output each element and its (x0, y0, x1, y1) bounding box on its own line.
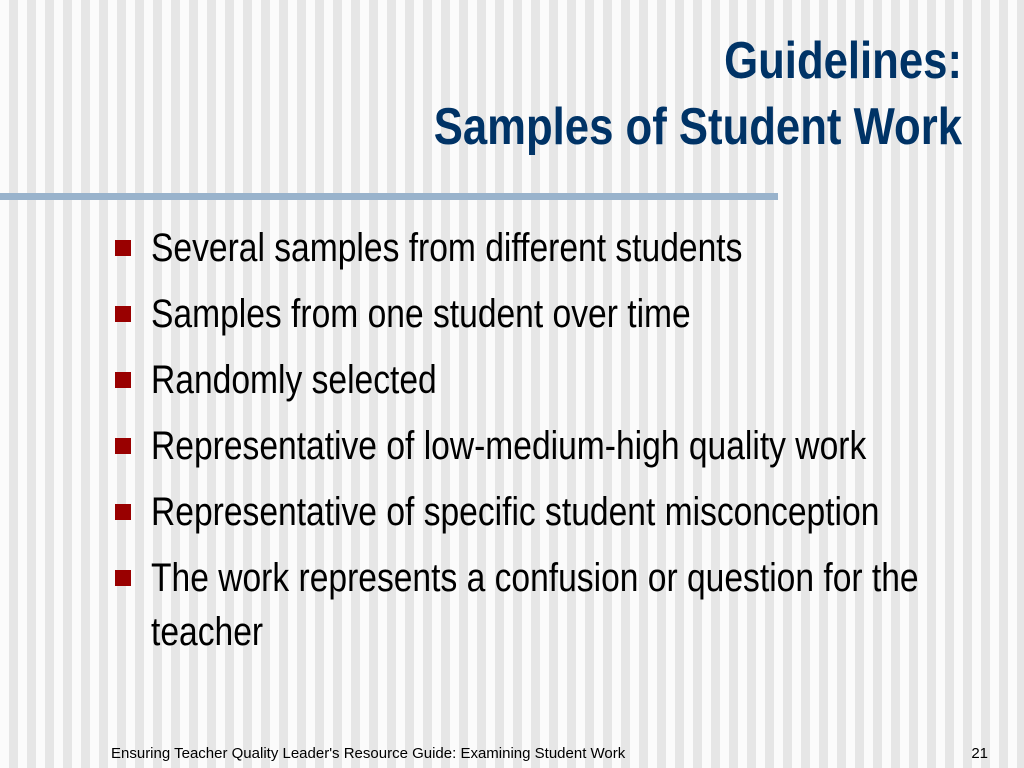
slide-title (206, 28, 962, 160)
bullet-text: Representative of specific student misconception (151, 490, 880, 534)
bullet-item (113, 419, 993, 473)
bullet-item (113, 287, 993, 341)
square-bullet-icon (115, 504, 131, 520)
bullet-list (113, 221, 993, 671)
bullet-item (113, 353, 993, 407)
bullet-text: The work represents a confusion or question for the teacher (151, 556, 919, 654)
title-line-1: Guidelines: (724, 32, 962, 90)
square-bullet-icon (115, 438, 131, 454)
title-divider (0, 193, 778, 200)
footer-text: Ensuring Teacher Quality Leader's Resource Guide: Examining Student Work (111, 745, 626, 762)
bullet-text: Representative of low-medium-high quality work (151, 424, 867, 468)
bullet-item (113, 551, 993, 659)
bullet-text: Several samples from different students (151, 226, 743, 270)
bullet-text: Randomly selected (151, 358, 437, 402)
bullet-text: Samples from one student over time (151, 292, 691, 336)
square-bullet-icon (115, 240, 131, 256)
square-bullet-icon (115, 372, 131, 388)
square-bullet-icon (115, 306, 131, 322)
bullet-item (113, 485, 993, 539)
bullet-item (113, 221, 993, 275)
page-number: 21 (971, 745, 988, 762)
title-line-2: Samples of Student Work (433, 98, 962, 156)
square-bullet-icon (115, 570, 131, 586)
